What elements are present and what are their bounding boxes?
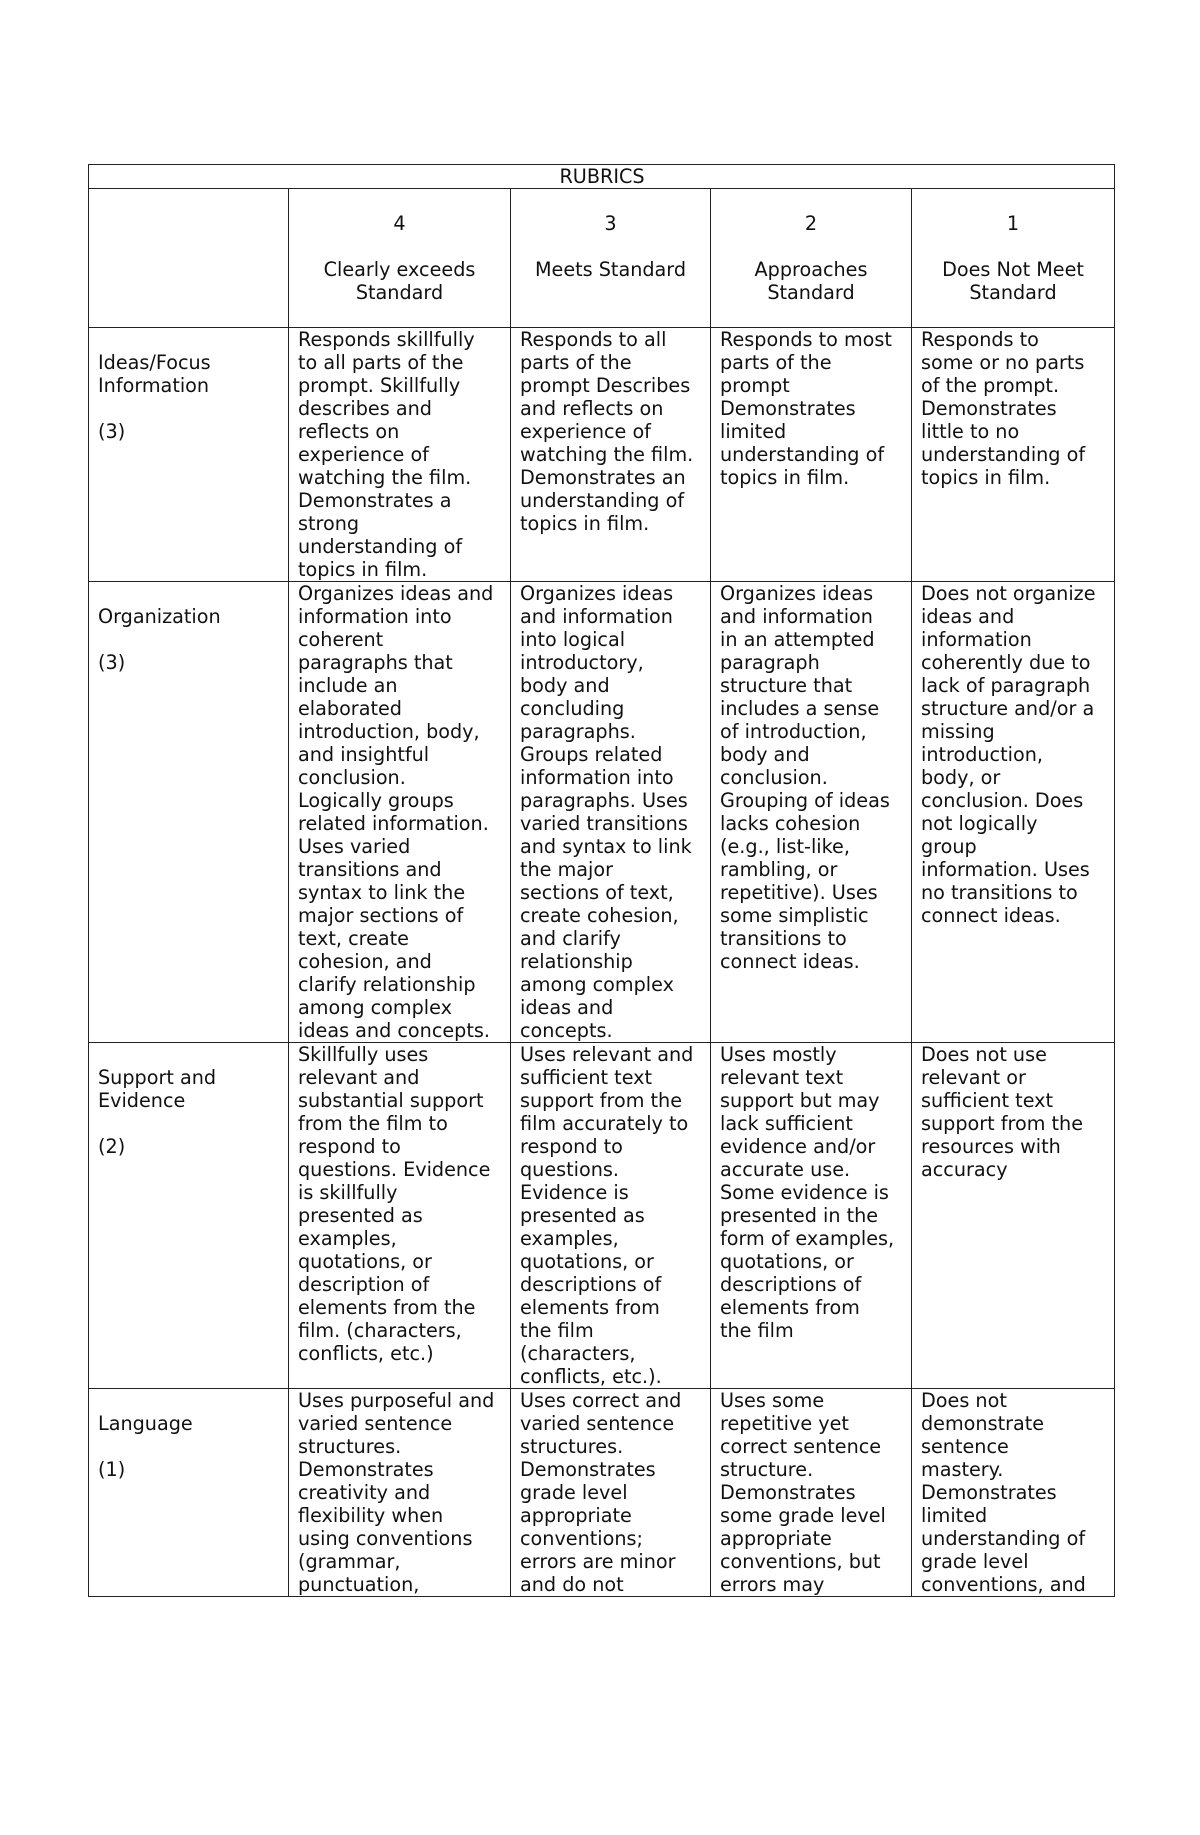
descriptor-cell-level-4: Uses purposeful and varied sentence structures. Demonstrates creativity and flexibility when using conventions (grammar, punctuation, <box>289 1389 511 1597</box>
table-title-row <box>89 165 1115 189</box>
descriptor-cell-level-2: Uses mostly relevant text support but may lack sufficient evidence and/or accurate use. Some evidence is presented in the form of examples, quotations, or descriptions of elements from the film <box>711 1043 912 1389</box>
level-score: 2 <box>804 212 818 235</box>
criteria-cell <box>89 1043 289 1389</box>
descriptor-cell-level-3: Responds to all parts of the prompt Describes and reflects on experience of watching the film. Demonstrates an understanding of topics in film. <box>511 328 711 582</box>
descriptor-cell-level-3: Uses correct and varied sentence structures. Demonstrates grade level appropriate conventions; errors are minor and do not <box>511 1389 711 1597</box>
table-title: RUBRICS <box>89 165 1115 189</box>
criteria-name: Language <box>98 1412 193 1435</box>
criteria-header-blank <box>89 189 289 328</box>
level-header-row <box>89 189 1115 328</box>
level-score: 4 <box>393 212 406 235</box>
descriptor-cell-level-2: Uses some repetitive yet correct sentence structure. Demonstrates some grade level appropriate conventions, but errors may <box>711 1389 912 1597</box>
criteria-weight: (3) <box>98 651 126 674</box>
descriptor-cell-level-4: Responds skillfully to all parts of the prompt. Skillfully describes and reflects on experience of watching the film. Demonstrates a strong understanding of topics in film. <box>289 328 511 582</box>
table-row-ideas-focus <box>89 328 1115 582</box>
descriptor-cell-level-1: Does not organize ideas and information coherently due to lack of paragraph structure and/or a missing introduction, body, or conclusion. Does not logically group information. Uses no transitions to connect ideas. <box>912 582 1115 1043</box>
descriptor-cell-level-1: Does not demonstrate sentence mastery. Demonstrates limited understanding of grade level conventions, and <box>912 1389 1115 1597</box>
criteria-name: Support and Evidence <box>98 1066 217 1112</box>
level-header-1 <box>912 189 1115 328</box>
level-label: Does Not Meet Standard <box>942 258 1084 304</box>
descriptor-cell-level-1: Does not use relevant or sufficient text support from the resources with accuracy <box>912 1043 1115 1389</box>
descriptor-cell-level-3: Uses relevant and sufficient text support from the film accurately to respond to questions. Evidence is presented as examples, quotations, or descriptions of elements from the film (characters, conflicts, etc.). <box>511 1043 711 1389</box>
criteria-name: Organization <box>98 605 221 628</box>
rubric-table <box>88 164 1115 1597</box>
criteria-name: Ideas/Focus Information <box>98 351 211 397</box>
criteria-weight: (3) <box>98 420 126 443</box>
level-header-4 <box>289 189 511 328</box>
descriptor-cell-level-4: Skillfully uses relevant and substantial support from the film to respond to questions. Evidence is skillfully presented as examples, quotations, or description of elements from the film. (characters, conflicts, etc.) <box>289 1043 511 1389</box>
level-label: Clearly exceeds Standard <box>323 258 476 304</box>
level-header-3 <box>511 189 711 328</box>
criteria-cell <box>89 582 289 1043</box>
criteria-cell <box>89 1389 289 1597</box>
criteria-cell <box>89 328 289 582</box>
table-row-language <box>89 1389 1115 1597</box>
level-score: 1 <box>1006 212 1020 235</box>
descriptor-cell-level-3: Organizes ideas and information into logical introductory, body and concluding paragraphs. Groups related information into paragraphs. Uses varied transitions and syntax to link the major sections of text, create cohesion, and clarify relationship among complex ideas and concepts. <box>511 582 711 1043</box>
criteria-weight: (1) <box>98 1458 126 1481</box>
level-score: 3 <box>604 212 617 235</box>
criteria-weight: (2) <box>98 1135 126 1158</box>
table-row-support-evidence <box>89 1043 1115 1389</box>
descriptor-cell-level-1: Responds to some or no parts of the prompt. Demonstrates little to no understanding of topics in film. <box>912 328 1115 582</box>
descriptor-cell-level-4: Organizes ideas and information into coherent paragraphs that include an elaborated introduction, body, and insightful conclusion. Logically groups related information. Uses varied transitions and syntax to link the major sections of text, create cohesion, and clarify relationship among complex ideas and concepts. <box>289 582 511 1043</box>
level-label: Meets Standard <box>534 258 687 281</box>
level-label: Approaches Standard <box>754 258 868 304</box>
table-row-organization <box>89 582 1115 1043</box>
descriptor-cell-level-2: Responds to most parts of the prompt Demonstrates limited understanding of topics in film. <box>711 328 912 582</box>
level-header-2 <box>711 189 912 328</box>
descriptor-cell-level-2: Organizes ideas and information in an attempted paragraph structure that includes a sense of introduction, body and conclusion. Grouping of ideas lacks cohesion (e.g., list-like, rambling, or repetitive). Uses some simplistic transitions to connect ideas. <box>711 582 912 1043</box>
